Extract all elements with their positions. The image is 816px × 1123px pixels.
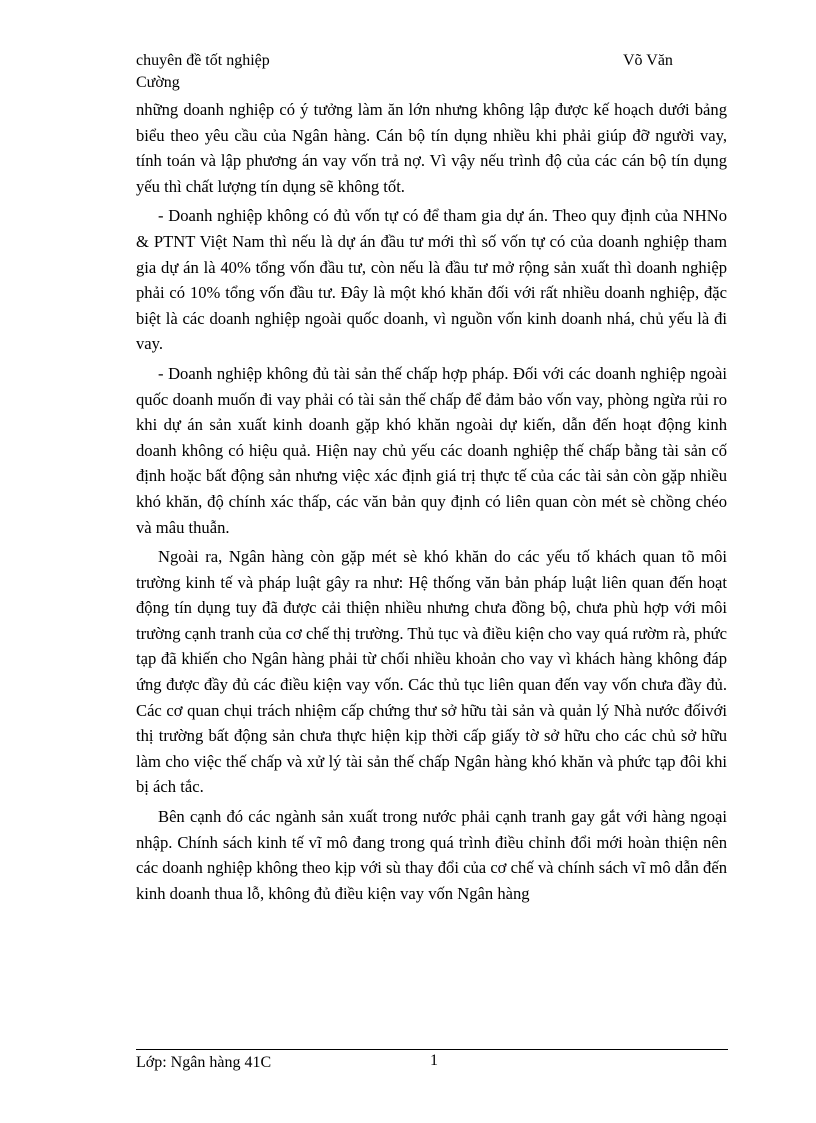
- header-document-type: chuyên đề tốt nghiệp: [136, 52, 270, 69]
- paragraph-competition: Bên cạnh đó các ngành sản xuất trong nước phải cạnh tranh gay gắt với hàng ngoại nhập. Chính sách kinh tế vĩ mô đang trong quá trình điều chỉnh đổi mới hoàn thiện nên các doanh nghiệp không theo kịp với sù thay đổi của cơ chế và chính sách vĩ mô dẫn đến kinh doanh thua lỗ, không đủ điều kiện vay vốn Ngân hàng: [136, 807, 727, 903]
- footer-divider: [136, 1049, 728, 1050]
- header-author: Võ Văn: [623, 52, 673, 69]
- paragraph-continuation: những doanh nghiệp có ý tưởng làm ăn lớn nhưng không lập được kế hoạch dưới bảng biểu theo yêu cầu của Ngân hàng. Cán bộ tín dụng nhiều khi phải giúp đỡ người vay, tính toán và lập phương án vay vốn trả nợ. Vì vậy nếu trình độ của các cán bộ tín dụng yếu thì chất lượng tín dụng sẽ không tốt.: [136, 100, 727, 196]
- header-author-continuation: Cường: [136, 74, 180, 91]
- paragraph-external-factors: Ngoài ra, Ngân hàng còn gặp mét sè khó khăn do các yếu tố khách quan tõ môi trường kinh tế và pháp luật gây ra như: Hệ thống văn bản pháp luật liên quan đến hoạt động tín dụng tuy đã được cải thiện nhiều nhưng chưa đồng bộ, chưa phù hợp với môi trường cạnh tranh của cơ chế thị trường. Thủ tục và điều kiện cho vay quá rườm rà, phức tạp đã khiến cho Ngân hàng phải từ chối nhiều khoản cho vay vì khách hàng không đáp ứng được đầy đủ các điều kiện vay vốn. Các thủ tục liên quan đến vay vốn chưa đầy đủ. Các cơ quan chụi trách nhiệm cấp chứng thư sở hữu tài sản và quản lý Nhà nước đốivới thị trường bất động sản chưa thực hiện kịp thời cấp giấy tờ sở hữu cho các chủ sở hữu làm cho việc thế chấp và xử lý tài sản thế chấp Ngân hàng khó khăn và phức tạp đôi khi bị ách tắc.: [136, 547, 727, 797]
- page-header: [136, 50, 696, 94]
- page-number: 1: [430, 1052, 438, 1069]
- bullet-paragraph-capital: - Doanh nghiệp không có đủ vốn tự có để tham gia dự án. Theo quy định của NHNo & PTNT Việt Nam thì nếu là dự án đầu tư mới thì số vốn tự có của doanh nghiệp tham gia dự án là 40% tổng vốn đầu tư, còn nếu là đầu tư mở rộng sản xuất thì doanh nghiệp phải có 10% tổng vốn đầu tư. Đây là một khó khăn đối với rất nhiều doanh nghiệp, đặc biệt là các doanh nghiệp ngoài quốc doanh, vì nguồn vốn kinh doanh nhá, chủ yếu là đi vay.: [136, 206, 727, 354]
- document-body: [136, 97, 727, 910]
- footer-class-label: Lớp: Ngân hàng 41C: [136, 1054, 272, 1071]
- bullet-paragraph-collateral: - Doanh nghiệp không đủ tài sản thế chấp hợp pháp. Đối với các doanh nghiệp ngoài quốc doanh muốn đi vay phải có tài sản thế chấp để đảm bảo vốn vay, phòng ngừa rủi ro khi dự án sản xuất kinh doanh gặp khó khăn ngoài dự kiến, dẫn đến hoạt động kinh doanh không có hiệu quả. Hiện nay chủ yếu các doanh nghiệp thế chấp bằng tài sản cố định hoặc bất động sản nhưng việc xác định giá trị thực tế của các tài sản còn gặp nhiều khó khăn, độ chính xác thấp, các văn bản quy định có liên quan còn mét sè chồng chéo và mâu thuẫn.: [136, 363, 727, 537]
